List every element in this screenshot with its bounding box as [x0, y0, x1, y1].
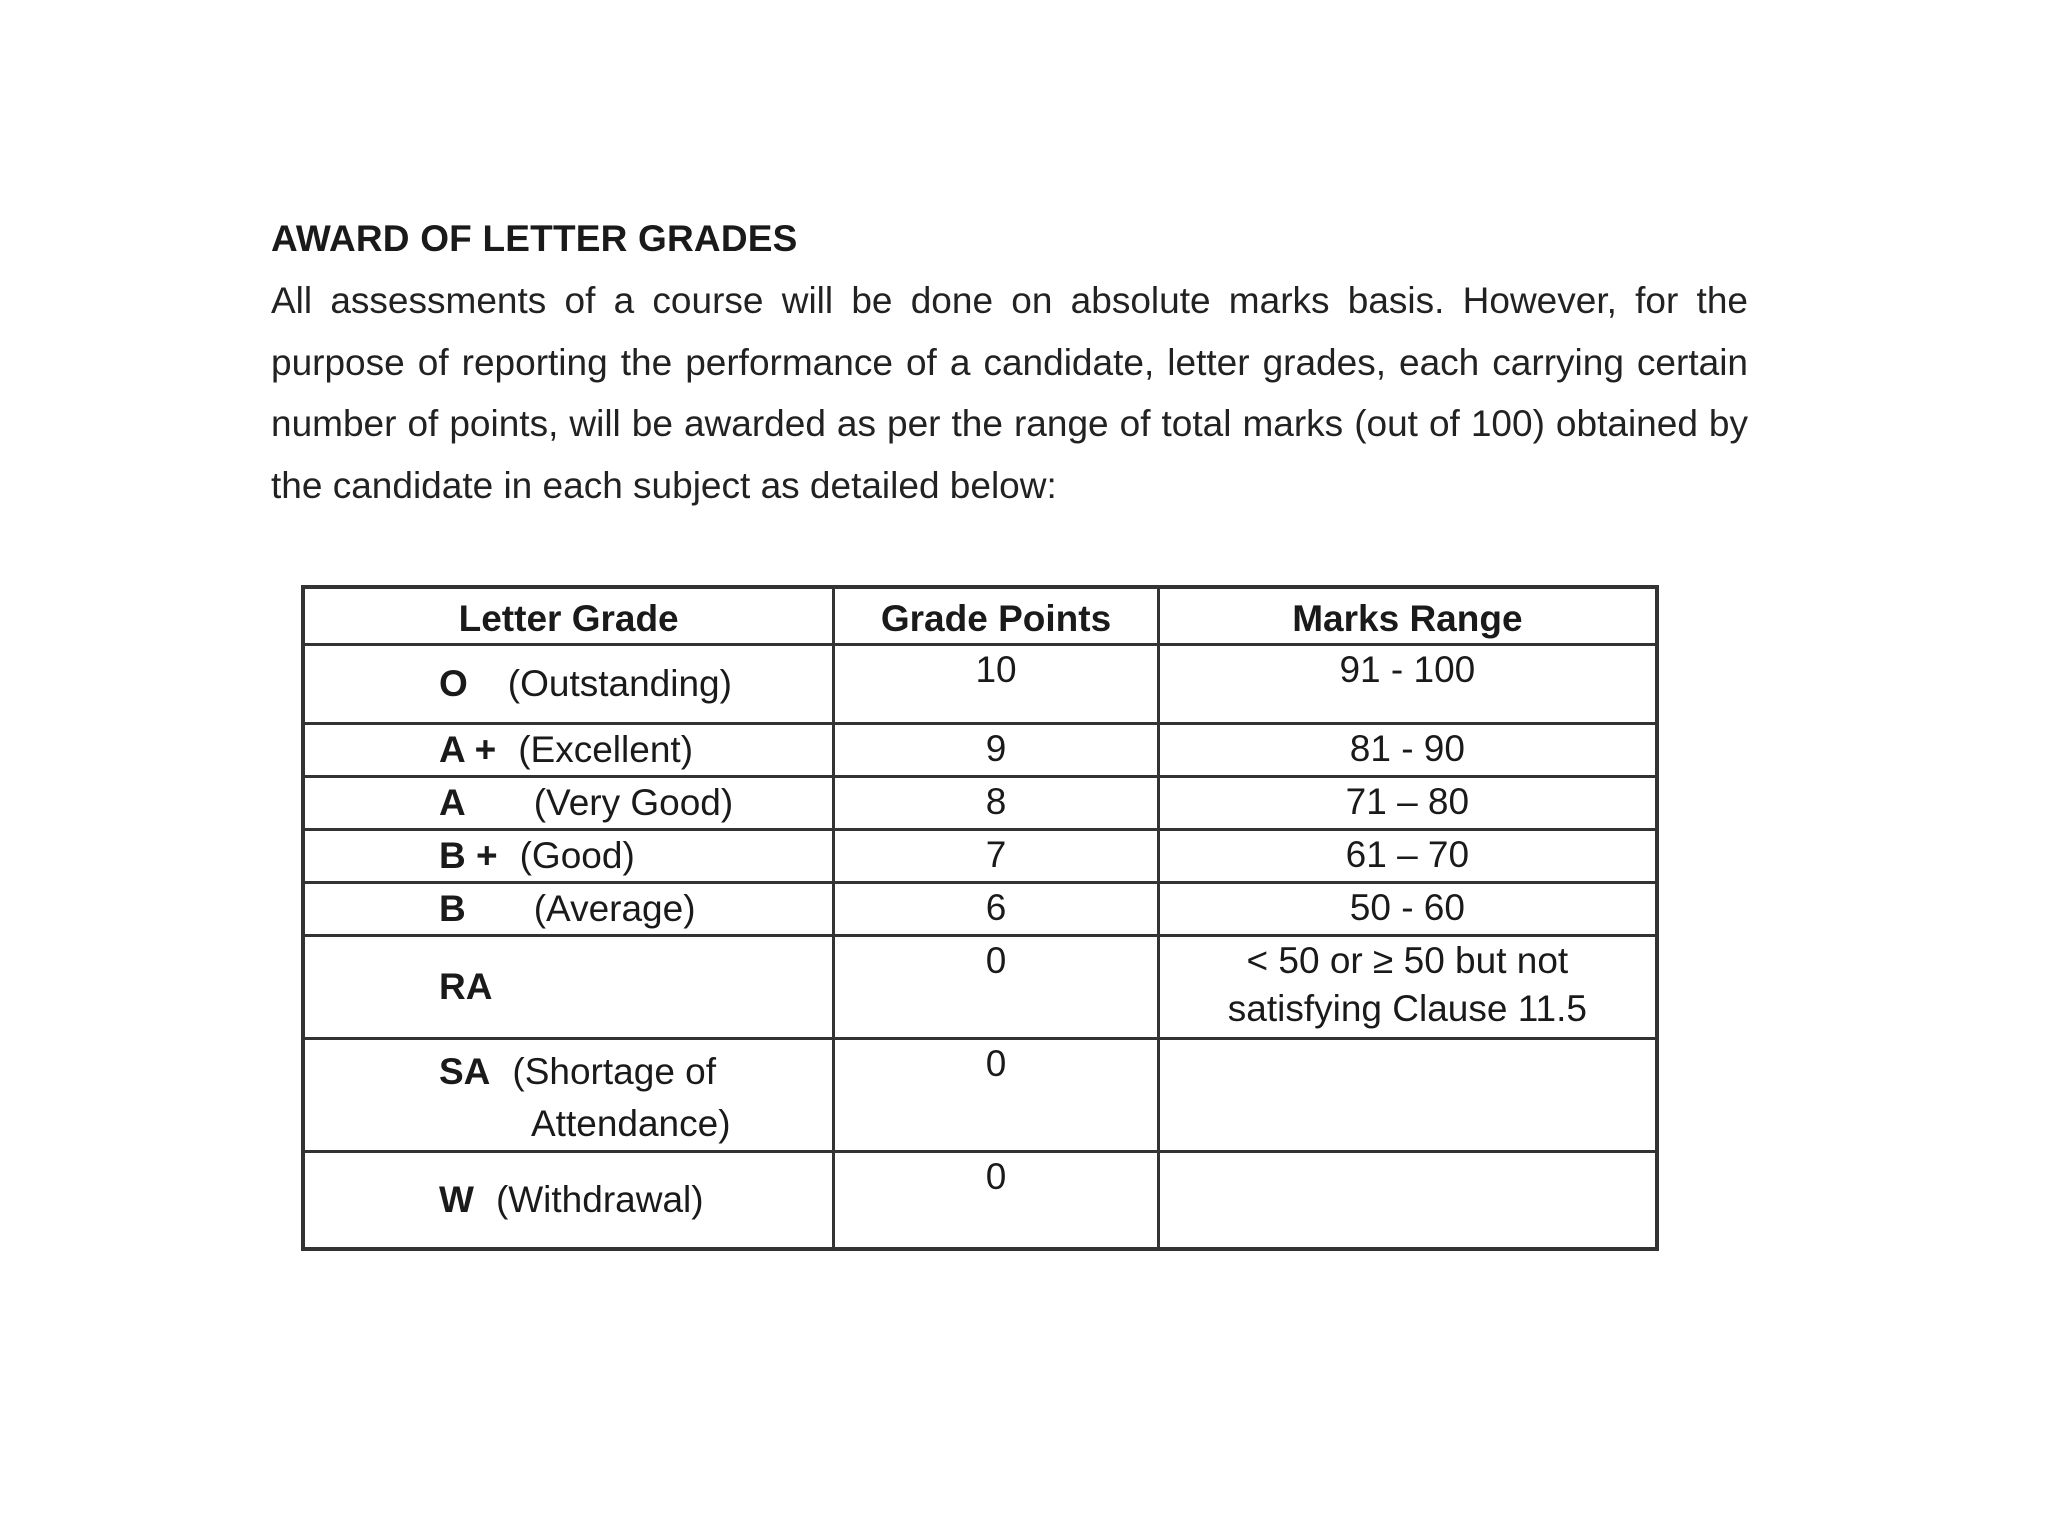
marks-range-cell: 61 – 70 [1158, 830, 1657, 883]
grade-letter: A [439, 782, 466, 823]
grade-letter: A + [439, 729, 497, 770]
grade-cell [303, 1039, 834, 1152]
grade-letter: B [439, 888, 466, 929]
grade-cell [303, 1152, 834, 1250]
marks-range-line-2: satisfying Clause 11.5 [1227, 988, 1587, 1029]
header-letter-grade: Letter Grade [303, 587, 834, 645]
table-row [303, 936, 1657, 1039]
grade-letter: SA [439, 1051, 491, 1092]
marks-range-cell [1158, 1152, 1657, 1250]
grade-cell [303, 777, 834, 830]
grade-description: (Excellent) [518, 729, 694, 770]
grade-description: (Very Good) [533, 782, 734, 823]
grade-cell [303, 645, 834, 724]
grade-letter: B + [439, 835, 498, 876]
table-row [303, 830, 1657, 883]
intro-paragraph: All assessments of a course will be done on absolute marks basis. However, for the purpose of reporting the performance of a candidate, letter grades, each carrying certain number of points, will be awarded as per the range of total marks (out of 100) obtained by the candidate in each subject as detailed below: [271, 280, 1748, 506]
table-header-row [303, 587, 1657, 645]
marks-range-cell: 50 - 60 [1158, 883, 1657, 936]
marks-range-cell: 91 - 100 [1158, 645, 1657, 724]
marks-range-cell: 71 – 80 [1158, 777, 1657, 830]
table-row [303, 1152, 1657, 1250]
grade-letter: O [439, 663, 468, 704]
grade-points-cell: 0 [834, 1152, 1158, 1250]
grade-description: (Average) [533, 888, 696, 929]
document-body [271, 218, 1748, 516]
section-heading: AWARD OF LETTER GRADES [271, 218, 798, 259]
table-row [303, 1039, 1657, 1152]
letter-grade-table [301, 585, 1659, 1251]
table-row [303, 883, 1657, 936]
marks-range-cell [1158, 936, 1657, 1039]
grade-points-cell: 8 [834, 777, 1158, 830]
table-row [303, 645, 1657, 724]
header-marks-range: Marks Range [1158, 587, 1657, 645]
grade-description-line-1: (Shortage of [512, 1051, 717, 1092]
table-row [303, 777, 1657, 830]
grade-points-cell: 7 [834, 830, 1158, 883]
grade-letter: RA [439, 966, 493, 1007]
marks-range-line-1: < 50 or ≥ 50 but not [1246, 940, 1569, 981]
grade-description-line-2: Attendance) [531, 1103, 731, 1144]
header-grade-points: Grade Points [834, 587, 1158, 645]
table-row [303, 724, 1657, 777]
grade-cell [303, 936, 834, 1039]
grade-letter: W [439, 1179, 474, 1220]
marks-range-cell: 81 - 90 [1158, 724, 1657, 777]
grade-points-cell: 10 [834, 645, 1158, 724]
grade-points-cell: 6 [834, 883, 1158, 936]
grade-cell [303, 883, 834, 936]
grade-cell [303, 830, 834, 883]
grade-description: (Withdrawal) [495, 1179, 704, 1220]
grade-points-cell: 0 [834, 1039, 1158, 1152]
grade-points-cell: 0 [834, 936, 1158, 1039]
marks-range-cell [1158, 1039, 1657, 1152]
grade-description: (Outstanding) [507, 663, 732, 704]
grade-points-cell: 9 [834, 724, 1158, 777]
grade-description-block [439, 1046, 832, 1150]
grade-cell [303, 724, 834, 777]
grade-description: (Good) [519, 835, 635, 876]
